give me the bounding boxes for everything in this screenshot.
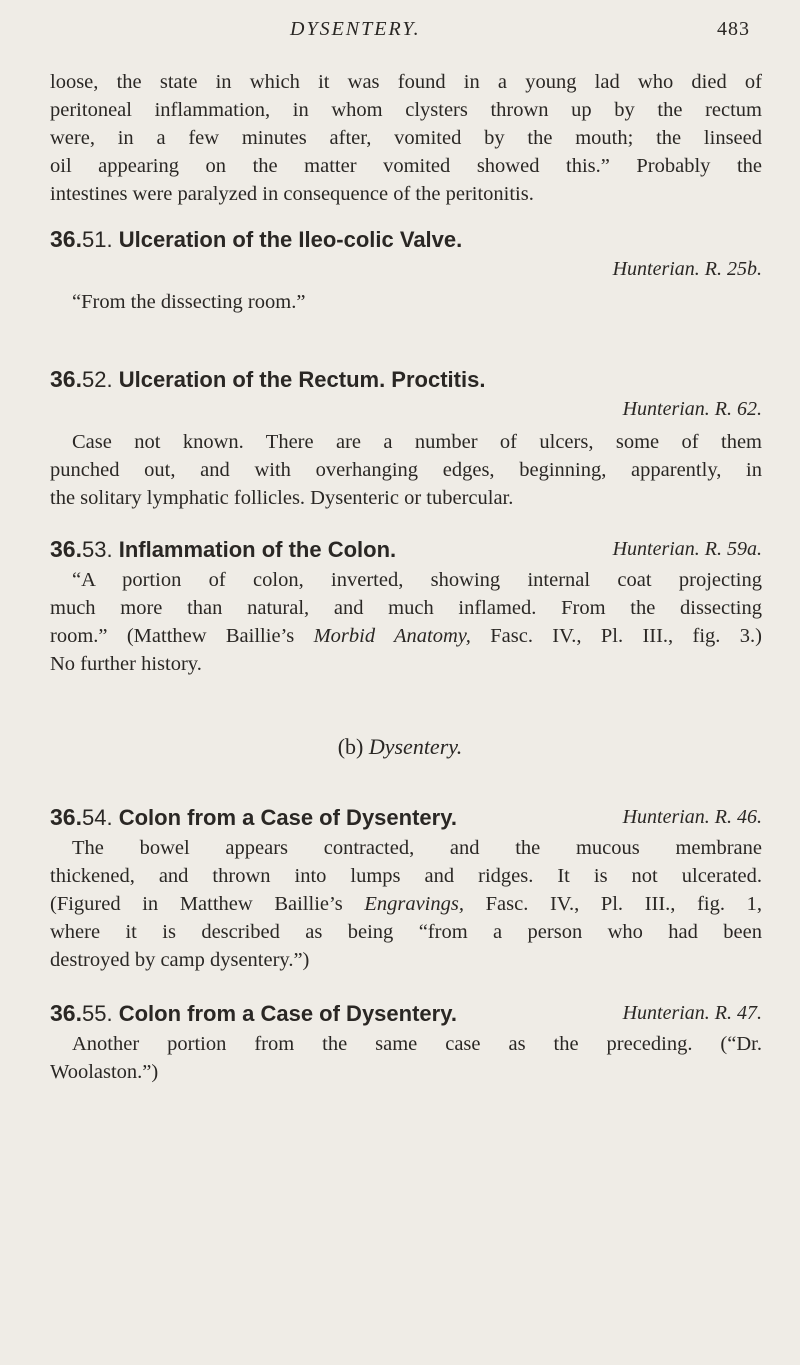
text-line: much more than natural, and much inflamed. From the dissecting <box>50 597 762 619</box>
text-line: were, in a few minutes after, vomited by the mouth; the linseed <box>50 127 762 149</box>
text-line <box>50 890 762 918</box>
entry-title-text: Inflammation of the Colon. <box>118 537 397 562</box>
entry-title <box>50 1000 457 1027</box>
entry-heading-36-55 <box>50 1000 762 1030</box>
text-line: destroyed by camp dysentery.”) <box>50 949 310 971</box>
text-line: punched out, and with overhanging edges, beginning, apparently, in <box>50 459 762 481</box>
text-line <box>50 622 762 650</box>
text-segment: Fasc. IV., Pl. III., fig. 1, <box>463 893 762 915</box>
section-heading <box>0 734 800 760</box>
text-segment: room.” (Matthew Baillie’s <box>50 625 314 647</box>
text-line: Another portion from the same case as the preceding. (“Dr. <box>72 1033 762 1055</box>
section-label: (b) <box>337 734 364 759</box>
entry-subnumber: 52. <box>81 367 113 392</box>
text-segment: Fasc. IV., Pl. III., fig. 3.) <box>470 625 762 647</box>
running-title: DYSENTERY. <box>290 18 421 40</box>
text-line: Woolaston.”) <box>50 1061 159 1083</box>
text-line: “A portion of colon, inverted, showing internal coat projecting <box>72 569 762 591</box>
entry-heading-36-54 <box>50 804 762 834</box>
entry-subnumber: 53. <box>81 537 113 562</box>
text-line: The bowel appears contracted, and the mucous membrane <box>72 837 762 859</box>
entry-title <box>50 226 462 253</box>
entry-reference: Hunterian. R. 59a. <box>612 538 762 560</box>
entry-title-text: Ulceration of the Ileo-colic Valve. <box>118 227 463 252</box>
text-line: loose, the state in which it was found in a young lad who died of <box>50 71 762 93</box>
text-line: thickened, and thrown into lumps and ridges. It is not ulcerated. <box>50 865 762 887</box>
entry-title <box>50 536 396 563</box>
book-title: Engravings, <box>364 893 464 915</box>
entry-heading-36-51 <box>50 226 762 256</box>
entry-heading-36-53 <box>50 536 762 566</box>
text-segment: (Figured in Matthew Baillie’s <box>50 893 365 915</box>
text-line: oil appearing on the matter vomited showed this.” Probably the <box>50 155 762 177</box>
running-head <box>0 10 800 50</box>
entry-subnumber: 54. <box>81 805 113 830</box>
text-line: Case not known. There are a number of ulcers, some of them <box>72 431 762 453</box>
text-line: the solitary lymphatic follicles. Dysenteric or tubercular. <box>50 487 514 509</box>
entry-subnumber: 51. <box>81 227 113 252</box>
entry-body-36-51 <box>50 288 762 316</box>
text-line: where it is described as being “from a person who had been <box>50 921 762 943</box>
entry-title <box>50 804 457 831</box>
entry-heading-36-52 <box>50 366 762 396</box>
book-title: Morbid Anatomy, <box>313 625 471 647</box>
entry-reference: Hunterian. R. 46. <box>622 806 762 828</box>
entry-subnumber: 55. <box>81 1001 113 1026</box>
entry-reference: Hunterian. R. 62. <box>622 398 762 420</box>
intro-paragraph <box>50 68 762 208</box>
entry-reference: Hunterian. R. 25b. <box>612 258 762 280</box>
entry-title-text: Colon from a Case of Dysentery. <box>118 1001 457 1026</box>
entry-title-text: Colon from a Case of Dysentery. <box>118 805 457 830</box>
text-line: intestines were paralyzed in consequence of the peritonitis. <box>50 183 534 205</box>
entry-number: 36. <box>50 804 82 830</box>
entry-body-36-55 <box>50 1030 762 1086</box>
entry-title <box>50 366 485 393</box>
text-line: peritoneal inflammation, in whom clysters thrown up by the rectum <box>50 99 762 121</box>
entry-number: 36. <box>50 226 82 252</box>
entry-body-36-52 <box>50 428 762 512</box>
entry-reference: Hunterian. R. 47. <box>622 1002 762 1024</box>
section-title: Dysentery. <box>368 734 463 759</box>
page-number: 483 <box>717 18 750 40</box>
text-line: No further history. <box>50 653 202 675</box>
entry-body-36-53 <box>50 566 762 678</box>
entry-number: 36. <box>50 366 82 392</box>
entry-body-36-54 <box>50 834 762 974</box>
entry-number: 36. <box>50 1000 82 1026</box>
entry-title-text: Ulceration of the Rectum. Proctitis. <box>118 367 486 392</box>
text-line: “From the dissecting room.” <box>72 291 306 313</box>
entry-number: 36. <box>50 536 82 562</box>
